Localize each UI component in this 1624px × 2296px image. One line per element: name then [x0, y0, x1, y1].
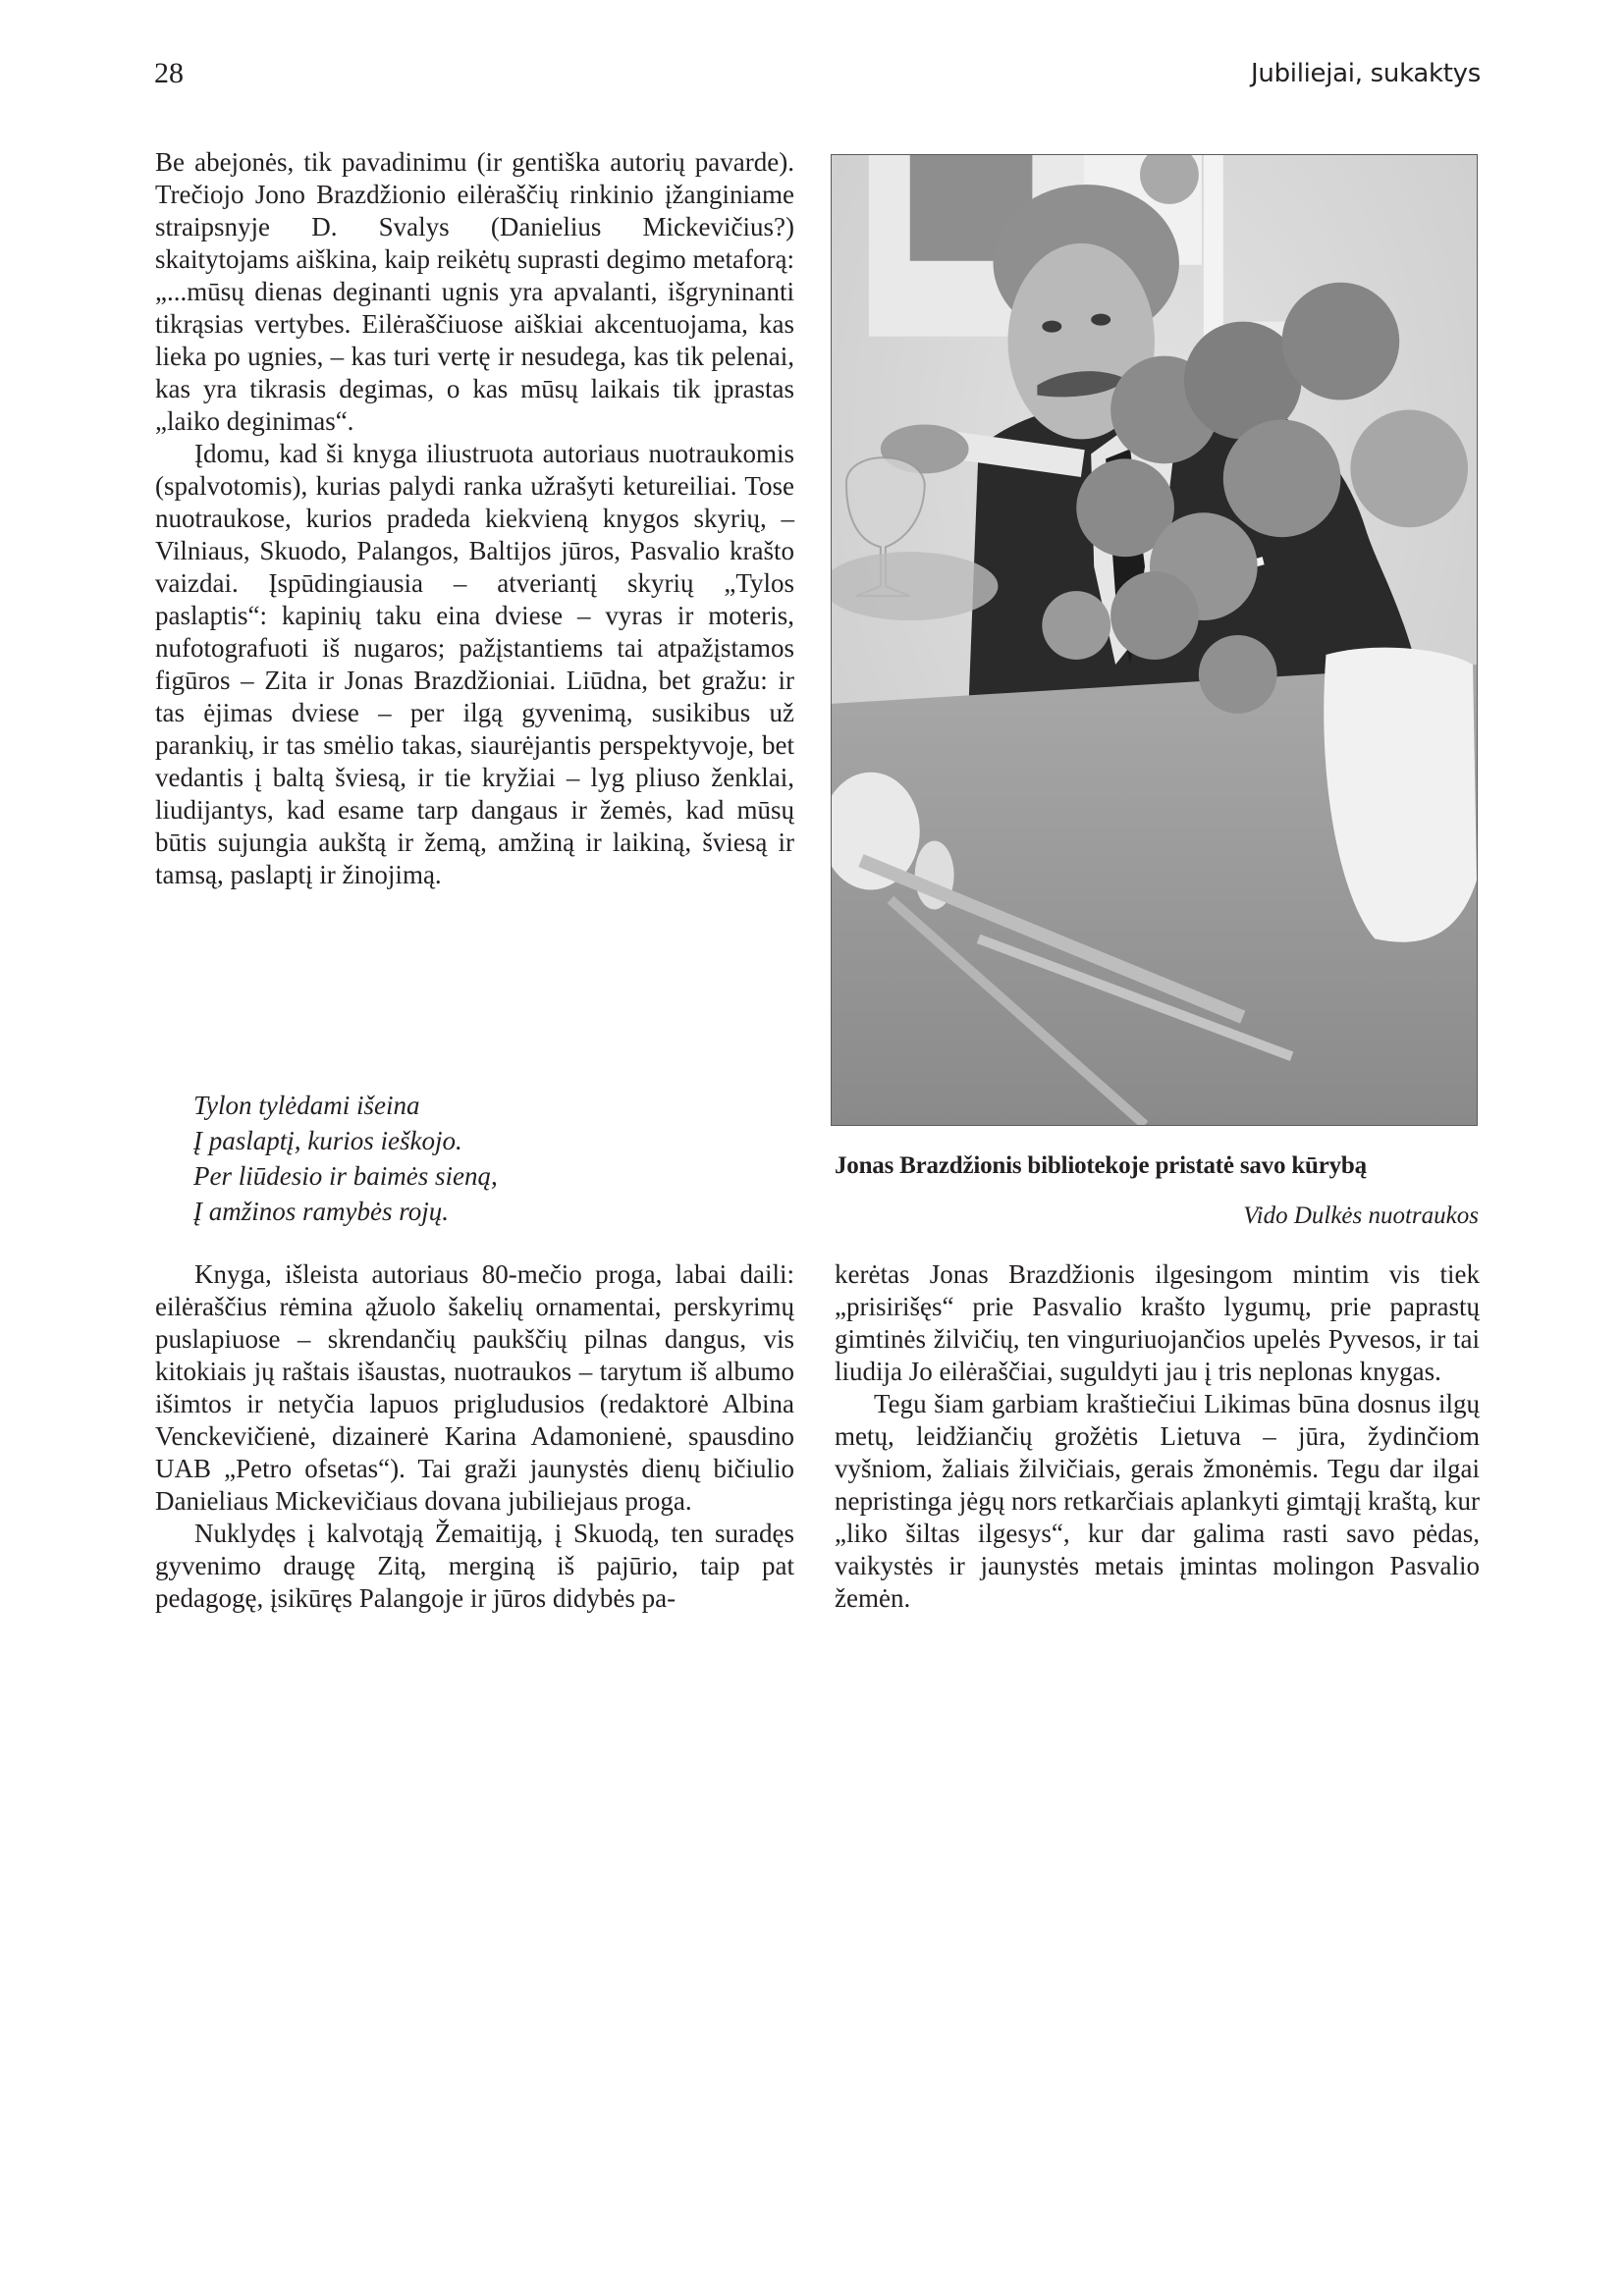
- wall-frame-right: [1204, 155, 1223, 337]
- left-column-top-text: [155, 146, 794, 891]
- photo-credit: Vido Dulkės nuotraukos: [1243, 1202, 1479, 1229]
- body-paragraph: Nuklydęs į kalvotąją Žemaitiją, į Skuodą, ten suradęs gyvenimo draugę Zitą, merginą iš pajūrio, taip pat pedagogę, įsikūręs Palangoje ir jūros didybės pa-: [155, 1519, 794, 1613]
- left-eye: [1042, 321, 1061, 333]
- left-column-bottom-text: [155, 1258, 794, 1615]
- poem-quote: [193, 1088, 743, 1229]
- body-paragraph: Tegu šiam garbiam kraštiečiui Likimas būna dosnus ilgų metų, leidžiančių grožėtis Lietuva – jūra, žydinčiom vyšniom, žaliais žilvičiais, gerais žmonėmis. Tegu dar ilgai nepristinga jėgų nors retkarčiais aplankyti gimtąjį kraštą, kur „liko šiltas ilgesys“, kur dar galima rasti savo pėdas, vaikystės ir jaunystės metais įmintas molingon Pasvalio žemėn.: [835, 1389, 1480, 1613]
- figure-caption: Jonas Brazdžionis bibliotekoje pristatė savo kūrybą: [835, 1152, 1367, 1179]
- page-number: 28: [154, 57, 184, 89]
- right-column-bottom-text: [835, 1258, 1480, 1615]
- photo-illustration: [832, 155, 1477, 1125]
- body-paragraph: Įdomu, kad ši knyga iliustruota autoriaus nuotraukomis (spalvotomis), kurias palydi ranka užrašyti ketureiliai. Tose nuotraukose, kurios pradeda kiekvieną knygos skyrių, – Vilniaus, Skuodo, Palangos, Baltijos jūros, Pasvalio krašto vaizdai. Įspūdingiausia – atveriantį skyrių „Tylos paslaptis“: kapinių taku eina dviese – vyras ir moteris, nufotografuoti iš nugaros; pažįstantiems tai atpažįstamos figūros – Zita ir Jonas Brazdžioniai. Liūdna, bet gražu: ir tas ėjimas dviese – per ilgą gyvenimą, susikibus už parankių, ir tas smėlio takas, siaurėjantis perspektyvoje, bet vedantis į baltą šviesą, ir tie kryžiai – lyg pliuso ženklai, liudijantys, kad esame tarp dangaus ir žemės, kad mūsų būtis sujungia aukštą ir žemą, amžiną ir laikiną, šviesą ir tamsą, paslaptį ir žinojimą.: [155, 439, 794, 889]
- right-eye: [1091, 314, 1110, 326]
- poem-line: Į paslaptį, kurios ieškojo.: [193, 1126, 462, 1155]
- body-paragraph: Be abejonės, tik pavadinimu (ir gentiška autorių pavarde). Trečiojo Jono Brazdžionio eilėraščių rinkinio įžanginiame straipsnyje D. Svalys (Danielius Mickevičius?) skaitytojams aiškina, kaip reikėtų suprasti degimo metaforą: „...mūsų dienas deginanti ugnis yra apvalanti, išgryninanti tikrąsias vertybes. Eilėraščiuose aiškiai akcentuojama, kas lieka po ugnies, – kas turi vertę ir nesudega, kas tik pelenai, kas yra tikrasis degimas, o kas mūsų laikais tik įprastas „laiko deginimas“.: [155, 147, 794, 436]
- poem-line: Per liūdesio ir baimės sieną,: [193, 1161, 498, 1191]
- poem-line: Į amžinos ramybės rojų.: [193, 1197, 449, 1226]
- poem-line: Tylon tylėdami išeina: [193, 1091, 420, 1120]
- portrait-photo: [831, 154, 1478, 1126]
- body-paragraph: kerėtas Jonas Brazdžionis ilgesingom mintim vis tiek „prisirišęs“ prie Pasvalio krašto lygumų, prie paprastų gimtinės žilvičių, ten vinguriuojančios upelės Pyvesos, ir tai liudija Jo eilėraščiai, suguldyti jau į tris neplonas knygas.: [835, 1259, 1480, 1386]
- running-head-section-title: Jubiliejai, sukaktys: [1251, 59, 1481, 88]
- body-paragraph: Knyga, išleista autoriaus 80-mečio proga, labai daili: eilėraščius rėmina ąžuolo šakelių ornamentai, perskyrimų puslapiuose – skrendančių paukščių pilnas dangus, vis kitokiais jų raštais išaustas, nuotraukos – tarytum iš albumo išimtos ir netyčia lapuos prigludusios (redaktorė Albina Venckevičienė, dizainerė Karina Adamonienė, spausdino UAB „Petro ofsetas“). Tai graži jaunystės dienų bičiulio Danieliaus Mickevičiaus dovana jubiliejaus proga.: [155, 1259, 794, 1516]
